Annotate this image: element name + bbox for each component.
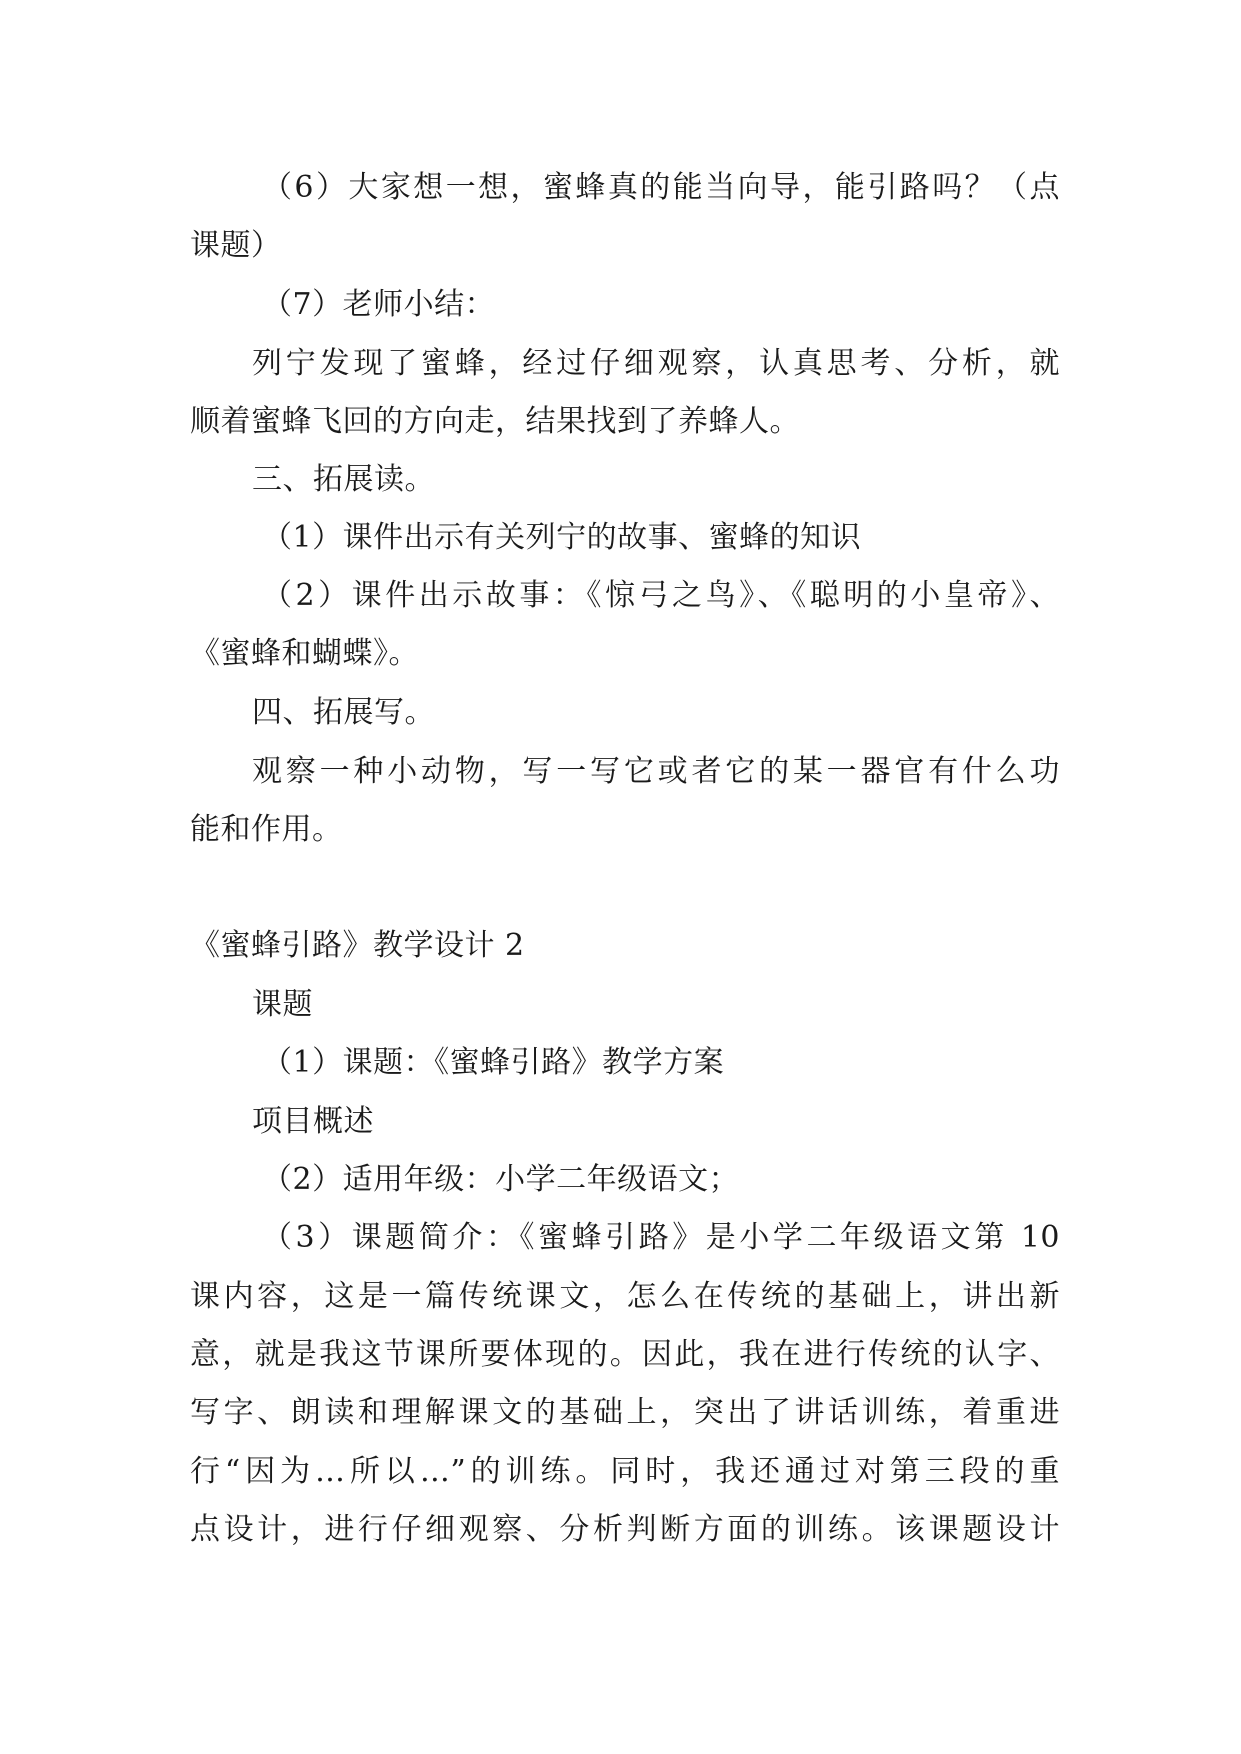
paragraph-line: （6）大家想一想，蜜蜂真的能当向导，能引路吗？（点 — [262, 170, 1060, 205]
paragraph-line: 能和作用。 — [190, 812, 343, 847]
paragraph-line: （2）课件出示故事：《惊弓之鸟》、《聪明的小皇帝》、 — [262, 578, 1060, 613]
paragraph-line: 课内容，这是一篇传统课文，怎么在传统的基础上，讲出新 — [190, 1279, 1060, 1314]
paragraph-line: （1）课题：《蜜蜂引路》教学方案 — [262, 1045, 725, 1080]
section-heading: 课题 — [252, 987, 313, 1022]
paragraph-line: （3）课题简介：《蜜蜂引路》是小学二年级语文第 10 — [262, 1220, 1060, 1255]
paragraph-line: 《蜜蜂和蝴蝶》。 — [190, 636, 419, 671]
paragraph-line: （2）适用年级：小学二年级语文； — [262, 1162, 740, 1197]
document-title: 《蜜蜂引路》教学设计 2 — [190, 928, 525, 963]
paragraph-line: 课题） — [190, 228, 282, 263]
paragraph-line: 列宁发现了蜜蜂，经过仔细观察，认真思考、分析，就 — [252, 346, 1060, 381]
paragraph-line: 意，就是我这节课所要体现的。因此，我在进行传统的认字、 — [190, 1337, 1060, 1372]
paragraph-line: （1）课件出示有关列宁的故事、蜜蜂的知识 — [262, 520, 862, 555]
section-heading: 项目概述 — [252, 1104, 374, 1139]
section-heading: 三、拓展读。 — [252, 462, 435, 497]
section-heading: 四、拓展写。 — [252, 695, 435, 730]
paragraph-line: 点设计，进行仔细观察、分析判断方面的训练。该课题设计 — [190, 1512, 1060, 1547]
paragraph-line: 观察一种小动物，写一写它或者它的某一器官有什么功 — [252, 754, 1060, 789]
paragraph-line: （7）老师小结： — [262, 287, 496, 322]
paragraph-line: 写字、朗读和理解课文的基础上，突出了讲话训练，着重进 — [190, 1395, 1060, 1430]
paragraph-line: 行“因为…所以…”的训练。同时，我还通过对第三段的重 — [190, 1454, 1060, 1489]
paragraph-line: 顺着蜜蜂飞回的方向走，结果找到了养蜂人。 — [190, 404, 800, 439]
